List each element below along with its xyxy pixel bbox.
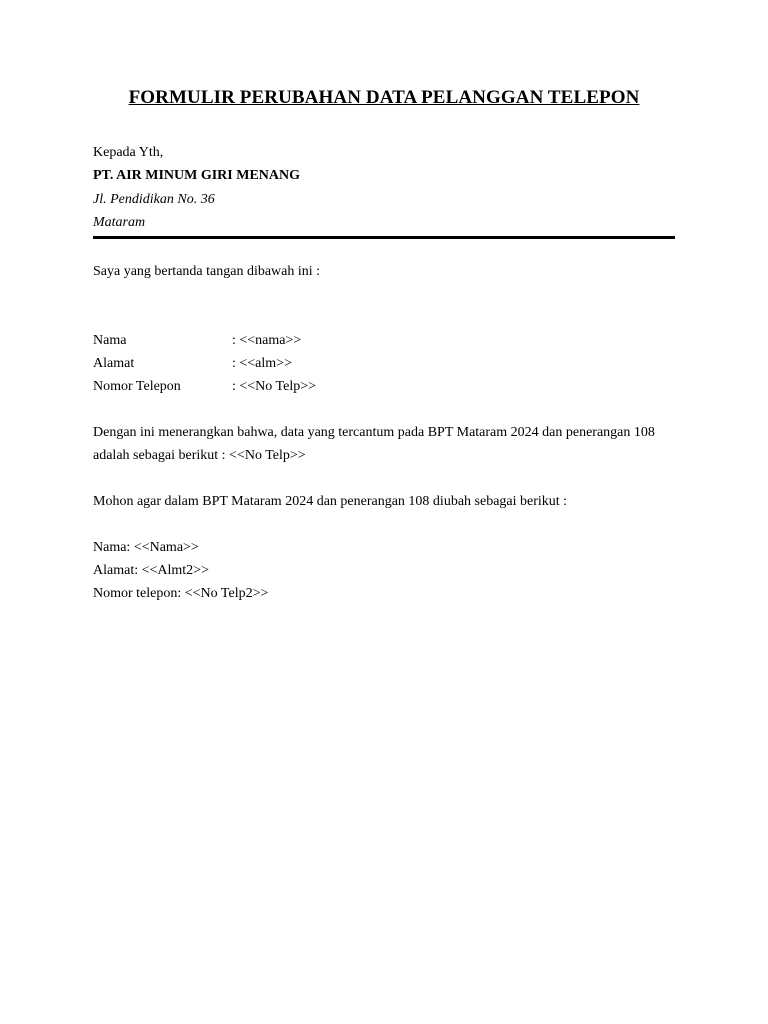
field-row-alamat	[93, 352, 316, 375]
field-value: : <<alm>>	[232, 356, 292, 371]
addressee-city: Mataram	[93, 214, 146, 230]
new-data-telepon: Nomor telepon: <<No Telp2>>	[93, 586, 269, 601]
intro-text: Saya yang bertanda tangan dibawah ini :	[93, 264, 321, 279]
field-label: Nama	[93, 333, 127, 348]
new-data-block	[93, 536, 268, 605]
field-value: : <<No Telp>>	[232, 379, 317, 394]
field-value: : <<nama>>	[232, 333, 302, 348]
new-data-nama: Nama: <<Nama>>	[93, 540, 199, 555]
field-label: Alamat	[93, 356, 135, 371]
addressee-company: PT. AIR MINUM GIRI MENANG	[93, 168, 301, 184]
header-divider	[93, 236, 675, 239]
statement-paragraph: Dengan ini menerangkan bahwa, data yang tercantum pada BPT Mataram 2024 dan penerangan 108 adalah sebagai berikut : <<No Telp>>	[93, 425, 655, 463]
addressee-street: Jl. Pendidikan No. 36	[93, 191, 215, 207]
document-title: FORMULIR PERUBAHAN DATA PELANGGAN TELEPON	[128, 87, 640, 108]
customer-fields	[93, 329, 316, 398]
new-data-alamat: Alamat: <<Almt2>>	[93, 563, 209, 578]
request-paragraph: Mohon agar dalam BPT Mataram 2024 dan penerangan 108 diubah sebagai berikut :	[93, 494, 568, 509]
field-row-nomor-telepon	[93, 375, 316, 398]
field-label: Nomor Telepon	[93, 379, 181, 394]
addressee-block	[93, 141, 675, 234]
addressee-greeting: Kepada Yth,	[93, 145, 164, 160]
field-row-nama	[93, 329, 316, 352]
